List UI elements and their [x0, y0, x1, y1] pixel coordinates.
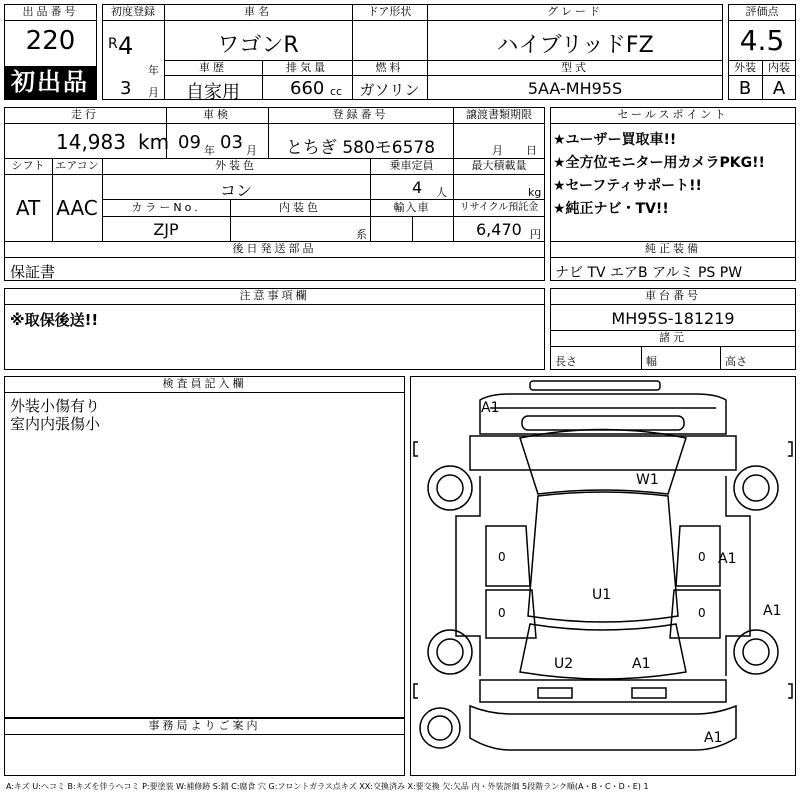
mark-rear-left: U2 — [554, 656, 574, 672]
inspection-label: 車検 — [203, 108, 231, 121]
height-label: 高さ — [725, 355, 747, 368]
ext-score: B — [738, 78, 752, 99]
plate-label: 登録番号 — [332, 108, 389, 121]
dims-label: 諸元 — [659, 331, 687, 344]
notes-label: 注意事項欄 — [239, 289, 310, 302]
max-load-unit: kg — [528, 186, 542, 199]
office-label: 事務局よりご案内 — [148, 719, 261, 732]
recycle-label: リサイクル預託金 — [459, 202, 539, 213]
mark-left-door: 0 — [498, 550, 506, 564]
score-label: 評価点 — [745, 5, 779, 18]
first-listing-badge: 初出品 — [4, 66, 96, 99]
lot-label: 出品番号 — [22, 5, 79, 18]
int-score: A — [772, 78, 786, 99]
legend: A:キズ U:ヘコミ B:キズを伴うヘコミ P:要塗装 W:補修跡 S:錆 C:腐食 穴 G:フロントガラス点キズ XX:交換済み X:要交換 欠:欠品 内・外装評価 5段階ランク順(A・B・C・D・E) 1 — [6, 782, 649, 791]
first-reg-month: 3 — [120, 78, 132, 99]
history-label: 車歴 — [199, 61, 227, 74]
genuine-equipment: ナビ TV エアB アルミ PS PW — [555, 265, 743, 281]
max-load-label: 最大積載量 — [471, 159, 527, 172]
capacity-unit: 人 — [436, 186, 447, 199]
lot-number: 220 — [25, 26, 76, 56]
mark-rear-bumper: A1 — [704, 730, 723, 746]
displacement: 660 — [290, 78, 325, 99]
mileage: 14,983 — [56, 130, 126, 154]
inspector-line-2: 室内内張傷小 — [10, 415, 101, 433]
aircon: AAC — [56, 196, 98, 220]
shift-label: シフト — [11, 159, 45, 172]
plate-number: とちぎ 580モ6578 — [285, 138, 436, 158]
transfer-month-unit: 月 — [492, 144, 503, 157]
inspector-line-1: 外装小傷有り — [10, 397, 101, 415]
ext-score-label: 外装 — [734, 61, 756, 74]
first-reg-era: R — [108, 36, 118, 52]
transfer-label: 譲渡書類期限 — [466, 108, 532, 121]
genuine-label: 純正装備 — [645, 242, 701, 255]
mark-right-rear-fender: A1 — [763, 603, 782, 619]
grade: ハイブリッドFZ — [496, 33, 654, 58]
mark-rear-right: A1 — [632, 656, 651, 672]
later-parts-label: 後日発送部品 — [232, 242, 317, 255]
later-parts: 保証書 — [10, 263, 56, 281]
mark-right-rear-door: 0 — [698, 606, 706, 620]
int-color-unit: 系 — [356, 228, 367, 241]
width-label: 幅 — [646, 355, 657, 368]
sales-point-2: ★全方位モニター用カメラPKG!! — [553, 155, 765, 171]
inspection-month-unit: 月 — [246, 144, 257, 157]
first-reg-year: 4 — [118, 32, 134, 60]
aircon-label: エアコン — [55, 159, 99, 172]
model: 5AA-MH95S — [527, 79, 623, 98]
chassis-label: 車台番号 — [645, 289, 701, 302]
mileage-label: 走行 — [71, 108, 99, 121]
displacement-label: 排気量 — [286, 61, 328, 74]
mark-front-left: A1 — [481, 400, 500, 416]
score-value: 4.5 — [739, 24, 785, 57]
int-score-label: 内装 — [768, 61, 790, 74]
history: 自家用 — [186, 82, 240, 103]
transfer-day-unit: 日 — [526, 144, 537, 157]
color-no: ZJP — [153, 220, 179, 239]
sales-point-4: ★純正ナビ・TV!! — [553, 201, 669, 217]
mark-right-door: 0 — [698, 550, 706, 564]
shift: AT — [15, 196, 41, 220]
first-reg-year-unit: 年 — [148, 64, 159, 77]
import-label: 輸入車 — [393, 201, 430, 214]
mark-windshield: W1 — [636, 472, 659, 488]
int-color-label: 内装色 — [279, 201, 321, 214]
capacity-label: 乗車定員 — [389, 159, 434, 172]
ext-color: コン — [219, 181, 252, 200]
first-reg-label: 初度登録 — [111, 5, 155, 18]
recycle-fee: 6,470 — [476, 220, 522, 239]
notes-text: ※取保後送!! — [10, 311, 99, 329]
sales-point-3: ★セーフティサポート!! — [553, 178, 702, 194]
length-label: 長さ — [555, 355, 577, 368]
door-label: ドア形状 — [367, 5, 412, 18]
sales-points-label: セールスポイント — [617, 108, 729, 121]
chassis-number: MH95S-181219 — [611, 309, 735, 328]
grade-label: グレード — [547, 5, 603, 18]
inspection-year-unit: 年 — [204, 144, 215, 157]
mark-roof: U1 — [592, 587, 612, 603]
inspector-label: 検査員記入欄 — [162, 377, 247, 390]
inspection-year: 09 — [178, 132, 201, 153]
first-reg-month-unit: 月 — [148, 86, 159, 99]
fuel-label: 燃料 — [375, 61, 404, 74]
mileage-unit: km — [138, 130, 170, 154]
color-no-label: カラーNo. — [131, 201, 201, 214]
mark-left-rear-door: 0 — [498, 606, 506, 620]
recycle-unit: 円 — [530, 228, 541, 241]
capacity: 4 — [412, 178, 423, 197]
car-name-label: 車名 — [244, 5, 272, 18]
ext-color-label: 外装色 — [215, 159, 257, 172]
mark-right-front-door: A1 — [718, 551, 737, 567]
displacement-unit: cc — [330, 85, 343, 98]
inspection-month: 03 — [220, 132, 243, 153]
car-name: ワゴンR — [217, 33, 299, 58]
car-damage-diagram — [410, 376, 796, 776]
sales-point-1: ★ユーザー買取車!! — [553, 132, 677, 148]
fuel: ガソリン — [359, 81, 420, 99]
model-label: 型式 — [561, 61, 589, 74]
